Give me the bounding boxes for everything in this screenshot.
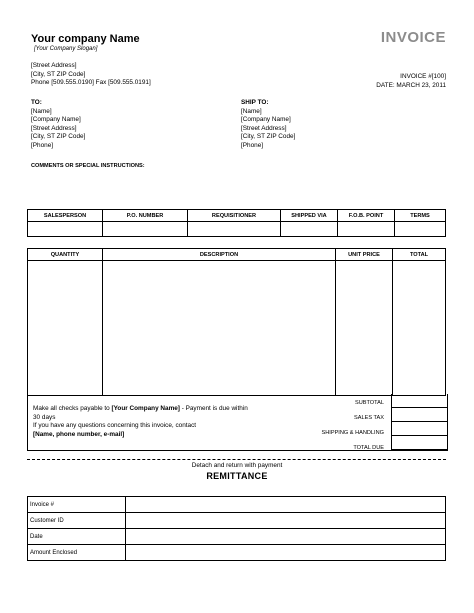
company-name: Your company Name <box>31 33 140 45</box>
summary-labels <box>306 396 384 456</box>
company-slogan: [Your Company Slogan] <box>34 46 98 52</box>
shipping-value[interactable] <box>392 422 447 436</box>
column-header: TERMS <box>395 210 446 222</box>
bill-to-line: [City, ST ZIP Code] <box>31 133 86 140</box>
payment-contact-text: If you have any questions concerning this invoice, contact <box>33 422 197 429</box>
ship-to-line: [Company Name] <box>241 116 291 123</box>
invoice-meta <box>376 73 446 90</box>
column-header: SHIPPED VIA <box>281 210 338 222</box>
comments-label: COMMENTS OR SPECIAL INSTRUCTIONS: <box>31 163 145 169</box>
column-header: F.O.B. POINT <box>338 210 395 222</box>
po-number-cell[interactable] <box>103 222 188 237</box>
sales-tax-value[interactable] <box>392 408 447 422</box>
bill-to-line: [Street Address] <box>31 124 77 132</box>
remittance-label: Amount Enclosed <box>28 545 126 561</box>
company-phone-fax: Phone [509.555.0190] Fax [509.555.0191] <box>31 79 151 86</box>
invoice-title: INVOICE <box>380 29 446 46</box>
subtotal-value[interactable] <box>392 394 447 408</box>
remittance-table <box>27 496 446 561</box>
customer-id-field[interactable] <box>126 513 446 529</box>
remittance-title: REMITTANCE <box>206 471 268 481</box>
remittance-label: Invoice # <box>28 497 126 513</box>
sales-tax-label: SALES TAX <box>354 415 384 421</box>
column-header: UNIT PRICE <box>336 249 393 261</box>
invoice-date: DATE: MARCH 23, 2011 <box>376 81 446 89</box>
shipped-via-cell[interactable] <box>281 222 338 237</box>
salesperson-cell[interactable] <box>28 222 103 237</box>
payment-contact: [Name, phone number, e-mail] <box>33 430 125 438</box>
quantity-column[interactable] <box>28 261 103 396</box>
column-header: SALESPERSON <box>28 210 103 222</box>
bill-to-line: [Phone] <box>31 141 54 149</box>
bill-to-line: [Name] <box>31 107 52 115</box>
ship-to-line: [Name] <box>241 107 262 115</box>
detach-line <box>27 459 446 460</box>
fob-point-cell[interactable] <box>338 222 395 237</box>
order-info-table <box>27 209 446 237</box>
total-due-label: TOTAL DUE <box>353 445 384 451</box>
payment-text: Make all checks payable to <box>33 405 112 412</box>
total-column[interactable] <box>393 261 446 396</box>
total-due-value[interactable] <box>392 436 447 450</box>
remittance-label: Date <box>28 529 126 545</box>
amount-enclosed-field[interactable] <box>126 545 446 561</box>
company-city: [City, ST ZIP Code] <box>31 70 86 78</box>
ship-to-line: [City, ST ZIP Code] <box>241 133 296 140</box>
requisitioner-cell[interactable] <box>188 222 281 237</box>
payment-text: - Payment is due within <box>179 405 248 412</box>
payment-terms: 30 days <box>33 413 56 421</box>
payment-company: [Your Company Name] <box>111 405 180 412</box>
ship-to-block <box>241 99 295 150</box>
bill-to-heading: TO: <box>31 99 42 106</box>
ship-to-line: [Phone] <box>241 141 264 149</box>
terms-cell[interactable] <box>395 222 446 237</box>
bill-to-block <box>31 99 85 150</box>
shipping-label: SHIPPING & HANDLING <box>321 430 384 436</box>
unit-price-column[interactable] <box>336 261 393 396</box>
company-street: [Street Address] <box>31 62 77 69</box>
description-column[interactable] <box>103 261 336 396</box>
subtotal-label: SUBTOTAL <box>354 400 384 406</box>
column-header: P.O. NUMBER <box>103 210 188 222</box>
column-header: QUANTITY <box>28 249 103 261</box>
summary-values <box>391 394 448 450</box>
bill-to-line: [Company Name] <box>31 116 81 123</box>
payment-instructions <box>33 405 248 439</box>
ship-to-heading: SHIP TO: <box>241 99 269 106</box>
invoice-number-field[interactable] <box>126 497 446 513</box>
column-header: DESCRIPTION <box>103 249 336 261</box>
column-header: REQUISITIONER <box>188 210 281 222</box>
detach-instruction: Detach and return with payment <box>191 462 283 469</box>
date-field[interactable] <box>126 529 446 545</box>
ship-to-line: [Street Address] <box>241 124 287 132</box>
column-header: TOTAL <box>393 249 446 261</box>
company-address <box>31 62 151 88</box>
invoice-number: INVOICE #[100] <box>400 73 446 80</box>
remittance-label: Customer ID <box>28 513 126 529</box>
line-items-table <box>27 248 446 396</box>
